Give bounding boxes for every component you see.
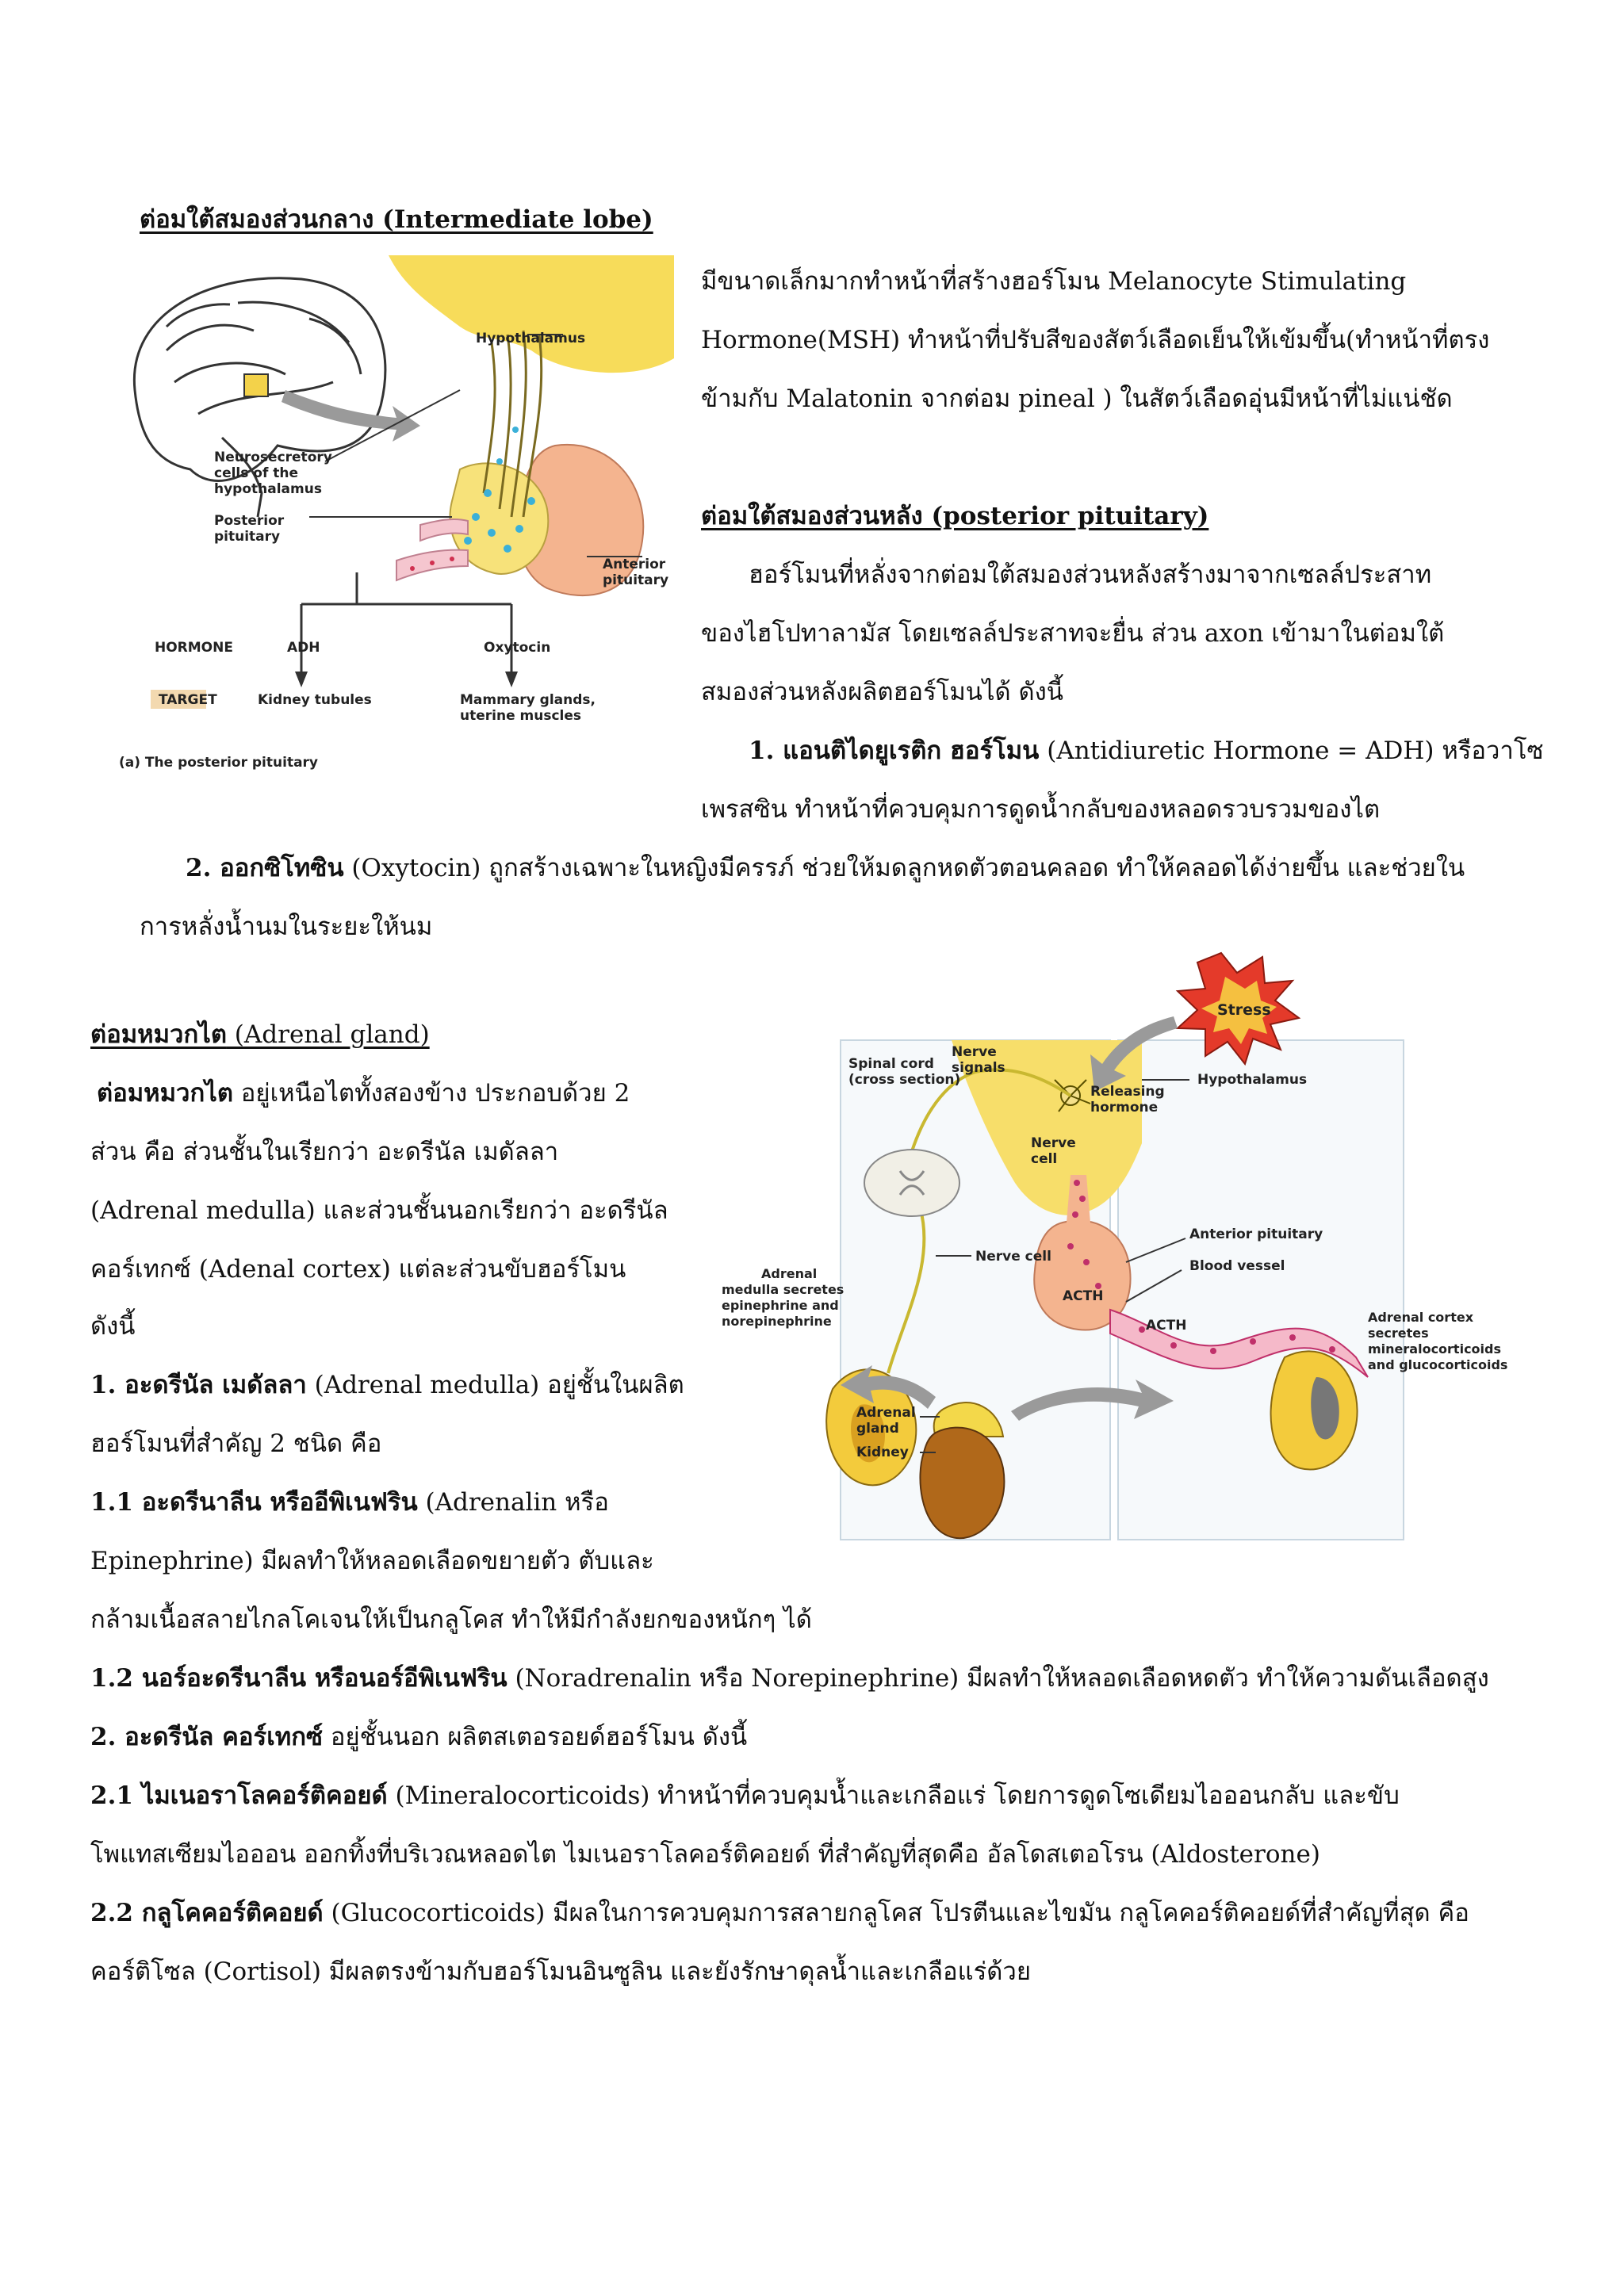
term-glucocorticoids: 2.2 กลูโคคอร์ติคอยด์ xyxy=(90,1899,324,1927)
term-oxytocin: 2. ออกซิโทซิน xyxy=(186,854,344,882)
term-cortex: 2. อะดรีนัล คอร์เทกซ์ xyxy=(90,1723,324,1751)
text-span: (Oxytocin) ถูกสร้างเฉพาะในหญิงมีครรภ์ ช่วยให้มดลูกหดตัวตอนคลอด ทำให้คลอดได้ง่ายขึ้น และช่วยใน xyxy=(343,854,1465,882)
label-adrenal-cortex: secretes xyxy=(1368,1326,1429,1341)
text-span: อยู่ชั้นนอก ผลิตสเตอรอยด์ฮอร์โมน ดังนี้ xyxy=(323,1723,748,1751)
label-kidney: Kidney xyxy=(856,1445,909,1460)
label-nerve-cell: cell xyxy=(1031,1151,1058,1167)
text-line: ฮอร์โมนที่สำคัญ 2 ชนิด คือ xyxy=(90,1429,382,1458)
label-hormone: HORMONE xyxy=(155,640,233,656)
label-mammary: Mammary glands, xyxy=(460,692,596,708)
text-line xyxy=(90,1766,1400,1825)
label-kidney-tubules: Kidney tubules xyxy=(258,692,372,708)
term-adrenal: ต่อมหมวกไต xyxy=(97,1079,233,1108)
label-nerve-signals: signals xyxy=(952,1060,1005,1076)
arrow-down-icon xyxy=(505,672,518,687)
term-adrenalin: 1.1 อะดรีนาลีน หรืออีพิเนฟริน xyxy=(90,1488,418,1517)
label-adrenal-gland: gland xyxy=(856,1421,899,1437)
heading-posterior-pituitary: ต่อมใต้สมองส่วนหลัง (posterior pituitary) xyxy=(701,502,1209,530)
figure-caption: (a) The posterior pituitary xyxy=(119,755,319,771)
label-target: TARGET xyxy=(159,692,217,708)
term-medulla: 1. อะดรีนัล เมดัลลา xyxy=(90,1371,307,1399)
label-stress: Stress xyxy=(1217,1001,1271,1019)
adrenal-stress-figure xyxy=(698,945,1508,1556)
label-adrenal-cortex: mineralocorticoids xyxy=(1368,1341,1501,1357)
label-releasing-hormone: Releasing xyxy=(1090,1084,1165,1100)
label-releasing-hormone: hormone xyxy=(1090,1100,1159,1115)
text-line: ฮอร์โมนที่หลั่งจากต่อมใต้สมองส่วนหลังสร้างมาจากเซลล์ประสาท xyxy=(749,561,1432,589)
label-nerve-cell: Nerve xyxy=(1031,1135,1076,1151)
label-mammary: uterine muscles xyxy=(460,708,582,724)
term-adh: 1. แอนติไดยูเรติก ฮอร์โมน xyxy=(749,737,1040,765)
text-line: การหลั่งน้ำนมในระยะให้นม xyxy=(140,913,433,941)
text-span: (Glucocorticoids) มีผลในการควบคุมการสลายกลูโคส โปรตีนและไขมัน กลูโคคอร์ติคอยด์ที่สำคัญที่สุด คือ xyxy=(323,1899,1469,1927)
label-adrenal-gland: Adrenal xyxy=(856,1405,916,1421)
text-line: ดังนี้ xyxy=(90,1312,136,1341)
pituitary-box xyxy=(244,374,268,396)
label-nerve-cell: Nerve cell xyxy=(975,1249,1051,1265)
label-adrenal-medulla: epinephrine and xyxy=(722,1298,839,1313)
label-adrenal-cortex: and glucocorticoids xyxy=(1368,1357,1508,1372)
term-noradrenalin: 1.2 นอร์อะดรีนาลีน หรือนอร์อีพิเนฟริน xyxy=(90,1664,508,1693)
label-adrenal-medulla: medulla secretes xyxy=(722,1282,845,1297)
label-adrenal-medulla: Adrenal xyxy=(761,1266,818,1281)
text-span: (Noradrenalin หรือ Norepinephrine) มีผลทำให้หลอดเลือดหดตัว ทำให้ความดันเลือดสูง xyxy=(507,1664,1489,1693)
text-span: (Mineralocorticoids) ทำหน้าที่ควบคุมน้ำและเกลือแร่ โดยการดูดโซเดียมไอออนกลับ และขับ xyxy=(387,1781,1400,1810)
heading-bold: ต่อมหมวกไต xyxy=(90,1020,227,1049)
heading-rest: (Adrenal gland) xyxy=(226,1020,430,1049)
heading-intermediate-lobe: ต่อมใต้สมองส่วนกลาง (Intermediate lobe) xyxy=(140,205,653,234)
label-adrenal-cortex: Adrenal cortex xyxy=(1368,1310,1474,1325)
text-line xyxy=(90,1884,1469,1942)
label-oxytocin: Oxytocin xyxy=(484,640,551,656)
hypothalamus-shape xyxy=(389,255,674,373)
term-mineralocorticoids: 2.1 ไมเนอราโลคอร์ติคอยด์ xyxy=(90,1781,388,1810)
label-blood-vessel: Blood vessel xyxy=(1189,1258,1285,1274)
text-span: (Adrenal medulla) อยู่ชั้นในผลิต xyxy=(306,1371,684,1399)
text-line xyxy=(97,1064,630,1123)
heading-adrenal-gland xyxy=(90,1005,430,1064)
label-anterior-pituitary: Anterior xyxy=(603,557,666,572)
text-line xyxy=(90,1473,609,1532)
text-span: (Adrenalin หรือ xyxy=(417,1488,609,1517)
text-line: Hormone(MSH) ทำหน้าที่ปรับสีของสัตว์เลือดเย็นให้เข้มขึ้น(ทำหน้าที่ตรง xyxy=(701,326,1490,354)
text-line: มีขนาดเล็กมากทำหน้าที่สร้างฮอร์โมน Melanocyte Stimulating xyxy=(701,267,1407,296)
label-hypothalamus: Hypothalamus xyxy=(1197,1072,1308,1088)
text-span: อยู่เหนือไตทั้งสองข้าง ประกอบด้วย 2 xyxy=(232,1079,630,1108)
label-adrenal-medulla: norepinephrine xyxy=(722,1314,832,1329)
hormone-tree xyxy=(301,572,511,683)
label-anterior-pituitary: pituitary xyxy=(603,572,669,588)
label-adh: ADH xyxy=(287,640,320,656)
label-neurosecretory: hypothalamus xyxy=(214,481,322,497)
text-line: สมองส่วนหลังผลิตฮอร์โมนได้ ดังนี้ xyxy=(701,678,1063,706)
text-line xyxy=(186,839,1465,897)
text-line xyxy=(749,721,1544,780)
label-spinal-cord: (cross section) xyxy=(848,1072,961,1088)
label-nerve-signals: Nerve xyxy=(952,1044,997,1060)
text-line: กล้ามเนื้อสลายไกลโคเจนให้เป็นกลูโคส ทำให้มีกำลังยกของหนักๆ ได้ xyxy=(90,1605,812,1634)
zoom-arrow-icon xyxy=(282,390,420,442)
text-line: Epinephrine) มีผลทำให้หลอดเลือดขยายตัว ตับและ xyxy=(90,1547,654,1575)
text-line: คอร์ติโซล (Cortisol) มีผลตรงข้ามกับฮอร์โมนอินซูลิน และยังรักษาดุลน้ำและเกลือแร่ด้วย xyxy=(90,1957,1031,1986)
text-line: โพแทสเซียมไอออน ออกทิ้งที่บริเวณหลอดไต ไมเนอราโลคอร์ติคอยด์ ที่สำคัญที่สุดคือ อัลโดสเตอโรน (Aldosterone) xyxy=(90,1840,1320,1869)
text-line: (Adrenal medulla) และส่วนชั้นนอกเรียกว่า อะดรีนัล xyxy=(90,1196,668,1225)
text-span: (Antidiuretic Hormone = ADH) หรือวาโซ xyxy=(1039,737,1544,765)
label-posterior-pituitary: Posterior xyxy=(214,513,285,529)
spinal-cord-section xyxy=(864,1150,959,1216)
text-line: คอร์เทกซ์ (Adenal cortex) แต่ละส่วนขับฮอร์โมน xyxy=(90,1255,626,1284)
label-neurosecretory: Neurosecretory xyxy=(214,450,332,465)
label-hypothalamus: Hypothalamus xyxy=(476,331,586,346)
label-anterior-pituitary: Anterior pituitary xyxy=(1189,1226,1323,1242)
text-line: ของไฮโปทาลามัส โดยเซลล์ประสาทจะยื่น ส่วน axon เข้ามาในต่อมใต้ xyxy=(701,619,1445,648)
kidney-shape xyxy=(920,1428,1004,1539)
label-spinal-cord: Spinal cord xyxy=(848,1056,934,1072)
text-line: เพรสซิน ทำหน้าที่ควบคุมการดูดน้ำกลับของหลอดรวบรวมของไต xyxy=(701,795,1381,824)
text-line: ข้ามกับ Malatonin จากต่อม pineal ) ในสัตว์เลือดอุ่นมีหน้าที่ไม่แน่ชัด xyxy=(701,385,1453,413)
posterior-pituitary-figure xyxy=(119,255,674,794)
panel-right xyxy=(1118,1040,1404,1540)
arrow-down-icon xyxy=(295,672,308,687)
label-acth: ACTH xyxy=(1146,1318,1187,1334)
text-line xyxy=(90,1649,1489,1708)
label-posterior-pituitary: pituitary xyxy=(214,529,281,545)
text-line: ส่วน คือ ส่วนชั้นในเรียกว่า อะดรีนัล เมดัลลา xyxy=(90,1138,559,1166)
text-line xyxy=(90,1356,684,1414)
label-neurosecretory: cells of the xyxy=(214,465,299,481)
label-acth: ACTH xyxy=(1063,1288,1104,1304)
text-line xyxy=(90,1708,747,1766)
